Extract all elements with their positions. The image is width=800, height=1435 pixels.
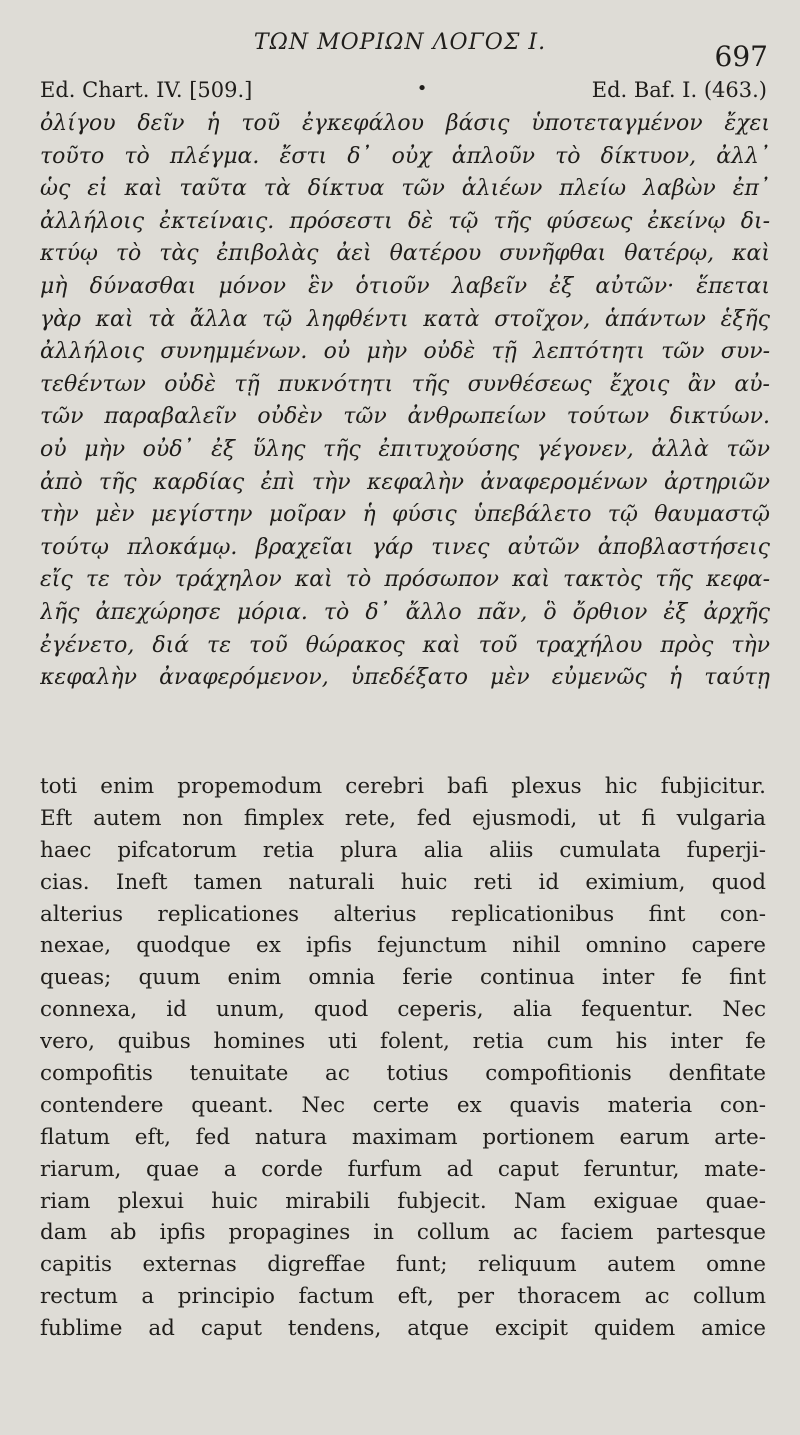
running-title: ΤΩΝ ΜΟΡΙΩΝ ΛΟΓΟΣ Ι.	[253, 30, 547, 55]
latin-text-line: nexae, quodque ex ipfis fejunctum nihil omnino capere	[40, 933, 766, 959]
greek-text-line: γὰρ καὶ τὰ ἄλλα τῷ ληφθέντι κατὰ στοῖχον, ἁπάντων ἑξῆς	[40, 306, 770, 332]
latin-text-line: flatum eft, fed natura maximam portionem earum arte-	[40, 1124, 766, 1150]
greek-text-block	[40, 108, 770, 695]
latin-text-line: Eft autem non fimplex rete, fed ejusmodi, ut fi vulgaria	[40, 805, 766, 831]
page-number: 697	[714, 40, 768, 73]
latin-text-line: connexa, id unum, quod ceperis, alia fequentur. Nec	[40, 997, 766, 1023]
greek-text-line: τῶν παραβαλεῖν οὐδὲν τῶν ἀνθρωπείων τούτων δικτύων.	[40, 404, 770, 430]
greek-text-line: ἐγένετο, διά τε τοῦ θώρακος καὶ τοῦ τραχήλου πρὸς τὴν	[40, 632, 770, 658]
latin-text-line: haec pifcatorum retia plura alia aliis cumulata fuperji-	[40, 837, 766, 863]
greek-text-line: κτύῳ τὸ τὰς ἐπιβολὰς ἀεὶ θατέρου συνῆφθαι θατέρῳ, καὶ	[40, 241, 770, 267]
latin-text-line: dam ab ipfis propagines in collum ac faciem partesque	[40, 1220, 766, 1246]
edition-basel-reference: Ed. Baf. I. (463.)	[591, 78, 767, 102]
latin-text-line: contendere queant. Nec certe ex quavis materia con-	[40, 1092, 766, 1118]
greek-text-line: λῆς ἀπεχώρησε μόρια. τὸ δ᾽ ἄλλο πᾶν, ὃ ὄρθιον ἐξ ἀρχῆς	[40, 599, 770, 625]
latin-text-line: vero, quibus homines uti folent, retia cum his inter fe	[40, 1029, 766, 1055]
latin-text-line: rectum a principio factum eft, per thoracem ac collum	[40, 1284, 766, 1310]
edition-references	[40, 78, 767, 102]
latin-text-line: queas; quum enim omnia ferie continua inter fe fint	[40, 965, 766, 991]
latin-text-line: riam plexui huic mirabili fubjecit. Nam exiguae quae-	[40, 1188, 766, 1214]
greek-text-line: μὴ δύνασθαι μόνον ἓν ὁτιοῦν λαβεῖν ἐξ αὐτῶν· ἕπεται	[40, 273, 770, 299]
greek-text-line: κεφαλὴν ἀναφερόμενον, ὑπεδέξατο μὲν εὐμενῶς ἡ ταύτῃ	[40, 665, 770, 691]
latin-text-line: alterius replicationes alterius replicationibus fint con-	[40, 901, 766, 927]
latin-text-line: toti enim propemodum cerebri bafi plexus hic fubjicitur.	[40, 774, 766, 799]
greek-text-line: τοῦτο τὸ πλέγμα. ἔστι δ᾽ οὐχ ἁπλοῦν τὸ δίκτυον, ἀλλ᾽	[40, 143, 770, 169]
greek-text-line: ἀπὸ τῆς καρδίας ἐπὶ τὴν κεφαλὴν ἀναφερομένων ἀρτηριῶν	[40, 469, 770, 495]
edition-chart-reference: Ed. Chart. IV. [509.]	[40, 78, 253, 102]
latin-text-block	[40, 771, 766, 1345]
latin-text-line: riarum, quae a corde furfum ad caput feruntur, mate-	[40, 1156, 766, 1182]
greek-text-line: ὡς εἰ καὶ ταῦτα τὰ δίκτυα τῶν ἁλιέων πλείω λαβὼν ἐπ᾽	[40, 176, 770, 202]
latin-text-line: compofitis tenuitate ac totius compofitionis denfitate	[40, 1061, 766, 1087]
latin-text-line: fublime ad caput tendens, atque excipit quidem amice	[40, 1316, 766, 1342]
latin-text-line: capitis externas digreffae funt; reliquum autem omne	[40, 1252, 766, 1278]
greek-text-line: ἀλλήλοις συνημμένων. οὐ μὴν οὐδὲ τῇ λεπτότητι τῶν συν-	[40, 339, 770, 365]
greek-text-line: εἴς τε τὸν τράχηλον καὶ τὸ πρόσωπον καὶ τακτὸς τῆς κεφα-	[40, 567, 770, 593]
latin-text-line: cias. Ineft tamen naturali huic reti id eximium, quod	[40, 869, 766, 895]
edition-separator: •	[416, 78, 428, 99]
greek-text-line: τούτῳ πλοκάμῳ. βραχεῖαι γάρ τινες αὐτῶν ἀποβλαστήσεις	[40, 534, 770, 560]
greek-text-line: τεθέντων οὐδὲ τῇ πυκνότητι τῆς συνθέσεως ἔχοις ἂν αὐ-	[40, 371, 770, 397]
greek-text-line: οὐ μὴν οὐδ᾽ ἐξ ὕλης τῆς ἐπιτυχούσης γέγονεν, ἀλλὰ τῶν	[40, 436, 770, 462]
greek-text-line: ὀλίγου δεῖν ἡ τοῦ ἐγκεφάλου βάσις ὑποτεταγμένον ἔχει	[40, 111, 770, 136]
greek-text-line: ἀλλήλοις ἐκτείναις. πρόσεστι δὲ τῷ τῆς φύσεως ἐκείνῳ δι-	[40, 208, 770, 234]
greek-text-line: τὴν μὲν μεγίστην μοῖραν ἡ φύσις ὑπεβάλετο τῷ θαυμαστῷ	[40, 502, 770, 528]
